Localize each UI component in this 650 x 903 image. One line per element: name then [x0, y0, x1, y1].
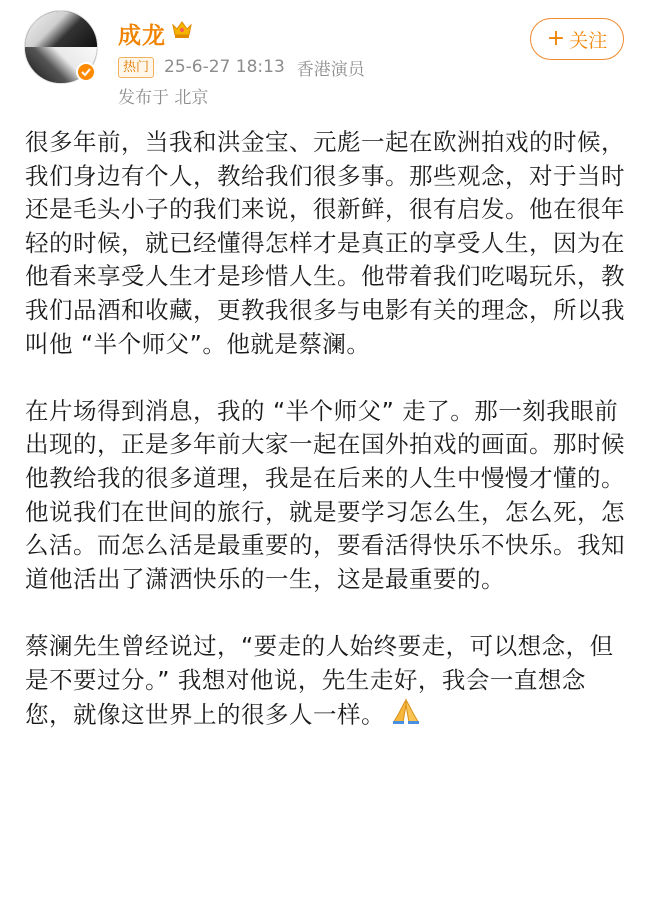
avatar-photo-top — [25, 11, 97, 47]
verified-icon — [76, 62, 96, 82]
post-body — [25, 126, 625, 735]
post-paragraph: 在片场得到消息，我的 “半个师父” 走了。那一刻我眼前出现的，正是多年前大家一起在国外拍戏的画面。那时候他教给我的很多道理，我是在后来的人生中慢慢才懂的。他说我们在世间的旅行，就是要学习怎么生，怎么死，怎么活。而怎么活是最重要的，要看活得快乐不快乐。我知道他活出了潇洒快乐的一生，这是最重要的。 — [25, 396, 625, 593]
post-paragraph-text: 蔡澜先生曾经说过，“要走的人始终要走，可以想念，但是不要过分。” 我想对他说，先生走好，我会一直想念您，就像这世界上的很多人一样。 — [25, 631, 614, 729]
hot-badge: 热门 — [118, 57, 154, 78]
user-title: 香港演员 — [296, 59, 365, 80]
plus-icon: + — [546, 26, 566, 51]
crown-icon — [170, 18, 194, 44]
post-header — [0, 0, 650, 120]
user-name[interactable]: 成龙 — [118, 23, 166, 49]
publish-location: 发布于 北京 — [118, 88, 209, 108]
meta-row — [118, 54, 377, 80]
post-paragraph-last — [25, 630, 625, 735]
follow-button[interactable] — [530, 18, 624, 60]
folded-hands-icon — [391, 697, 421, 735]
follow-label: 关注 — [569, 29, 608, 52]
post-paragraph: 很多年前，当我和洪金宝、元彪一起在欧洲拍戏的时候，我们身边有个人，教给我们很多事。那些观念，对于当时还是毛头小子的我们来说，很新鲜，很有启发。他在很年轻的时候，就已经懂得怎样才是真正的享受人生，因为在他看来享受人生才是珍惜人生。他带着我们吃喝玩乐，教我们品酒和收藏，更教我很多与电影有关的理念，所以我叫他 “半个师父”。他就是蔡澜。 — [25, 128, 625, 358]
post-time: 25-6-27 18:13 — [164, 57, 285, 77]
